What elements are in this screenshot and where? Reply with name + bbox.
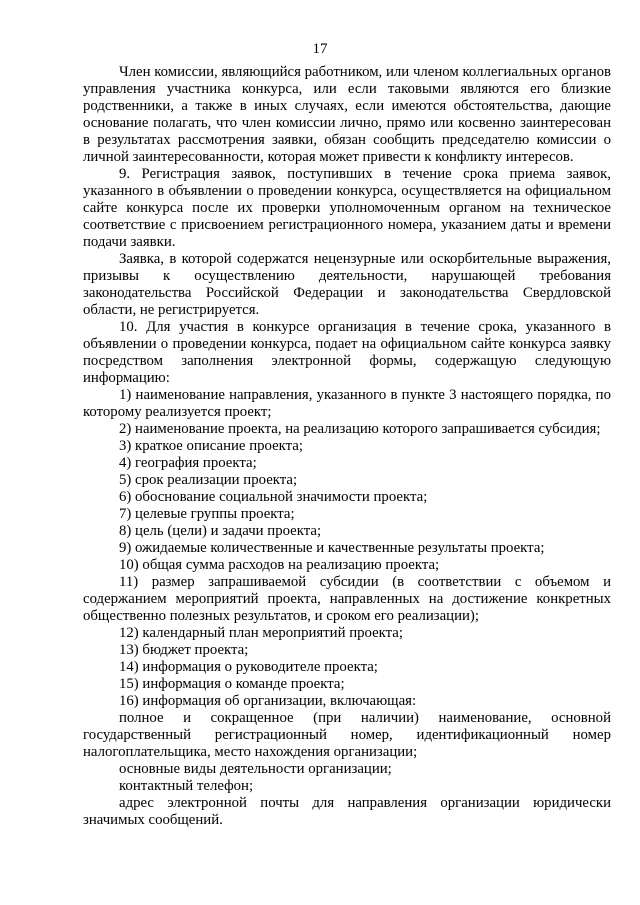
sub-item-phone: контактный телефон; (119, 778, 254, 794)
paragraph-item-9-registration: 9. Регистрация заявок, поступивших в течение срока приема заявок, указанного в объявлении о проведении конкурса, осуществляется на официальном сайте конкурса после их проверки уполномоченным органом на техническое соответствие с присвоением регистрационного номера, указанием даты и времени подачи заявки. (83, 166, 611, 250)
list-item-10: 10) общая сумма расходов на реализацию проекта; (119, 557, 440, 573)
list-item-11: 11) размер запрашиваемой субсидии (в соответствии с объемом и содержанием мероприятий проекта, направленных на достижение конкретных общественно полезных результатов, и сроком его реализации); (83, 574, 611, 624)
list-item-1: 1) наименование направления, указанного в пункте 3 настоящего порядка, по которому реализуется проект; (83, 387, 611, 420)
list-item-4: 4) география проекта; (119, 455, 257, 471)
list-item-14: 14) информация о руководителе проекта; (119, 659, 378, 675)
paragraph-item-10-participation: 10. Для участия в конкурсе организация в течение срока, указанного в объявлении о проведении конкурса, подает на официальном сайте конкурса заявку посредством заполнения электронной формы, содержащую следующую информацию: (83, 319, 611, 386)
list-item-7: 7) целевые группы проекта; (119, 506, 295, 522)
sub-item-activities: основные виды деятельности организации; (119, 761, 392, 777)
list-item-5: 5) срок реализации проекта; (119, 472, 298, 488)
sub-item-organization-name: полное и сокращенное (при наличии) наименование, основной государственный регистрационный номер, идентификационный номер налогоплательщика, место нахождения организации; (83, 710, 611, 760)
document-body (83, 64, 611, 829)
list-item-2: 2) наименование проекта, на реализацию которого запрашивается субсидия; (119, 421, 601, 437)
paragraph-rejected-applications: Заявка, в которой содержатся нецензурные или оскорбительные выражения, призывы к осуществлению деятельности, нарушающей требования законодательства Российской Федерации и законодательства Свердловской области, не регистрируется. (83, 251, 611, 318)
list-item-6: 6) обоснование социальной значимости проекта; (119, 489, 428, 505)
sub-item-email: адрес электронной почты для направления организации юридически значимых сообщений. (83, 795, 611, 828)
list-item-12: 12) календарный план мероприятий проекта; (119, 625, 403, 641)
page-number: 17 (312, 41, 328, 57)
paragraph-conflict-of-interest: Член комиссии, являющийся работником, или членом коллегиальных органов управления участника конкурса, или если таковыми являются его близкие родственники, а также в иных случаях, если имеются обстоятельства, дающие основание полагать, что член комиссии лично, прямо или косвенно заинтересован в результатах рассмотрения заявки, обязан сообщить председателю комиссии о личной заинтересованности, которая может привести к конфликту интересов. (83, 64, 611, 165)
list-item-9: 9) ожидаемые количественные и качественные результаты проекта; (119, 540, 545, 556)
list-item-3: 3) краткое описание проекта; (119, 438, 303, 454)
list-item-13: 13) бюджет проекта; (119, 642, 249, 658)
list-item-15: 15) информация о команде проекта; (119, 676, 345, 692)
list-item-16: 16) информация об организации, включающая: (119, 693, 417, 709)
list-item-8: 8) цель (цели) и задачи проекта; (119, 523, 322, 539)
